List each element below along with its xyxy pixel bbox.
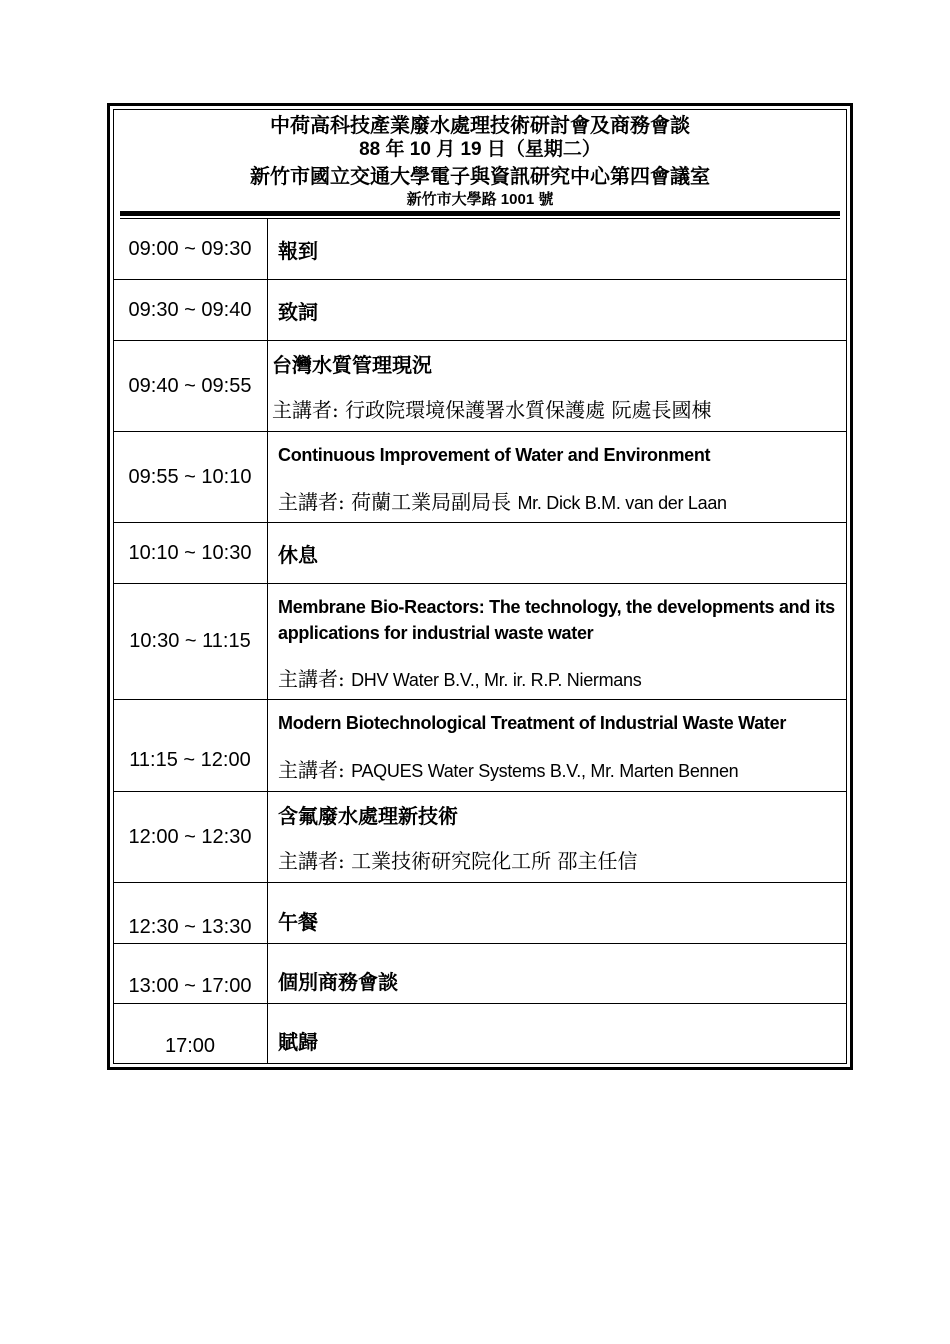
speaker-name-en: PAQUES Water Systems B.V., Mr. Marten Bennen — [351, 761, 739, 781]
schedule-time: 17:00 — [164, 1034, 216, 1057]
schedule-time: 13:00 ~ 17:00 — [128, 974, 252, 997]
schedule-time: 09:55 ~ 10:10 — [128, 465, 252, 488]
speaker-label: 主講者: — [278, 849, 345, 873]
speaker-label: 主講者: — [278, 758, 345, 782]
header-divider — [120, 211, 840, 216]
schedule-time: 09:30 ~ 09:40 — [128, 298, 252, 321]
speaker-line — [272, 394, 711, 423]
schedule-title: 報到 — [278, 238, 318, 263]
schedule-title: Modern Biotechnological Treatment of Industrial Waste Water — [278, 713, 787, 733]
speaker-name-cn: 荷蘭工業局副局長 — [351, 490, 512, 514]
speaker-line — [278, 486, 727, 515]
schedule-title: 賦歸 — [278, 1029, 318, 1054]
speaker-line — [278, 663, 641, 692]
speaker-label: 主講者: — [278, 490, 345, 514]
schedule-title: Membrane Bio-Reactors: The technology, the developments and its applications for industrial waste water — [278, 597, 835, 643]
schedule-title: 含氟廢水處理新技術 — [278, 804, 458, 828]
event-venue: 新竹市國立交通大學電子與資訊研究中心第四會議室 — [250, 164, 710, 188]
column-divider — [267, 219, 268, 1064]
schedule-time: 09:40 ~ 09:55 — [128, 374, 252, 397]
speaker-name: 工業技術研究院化工所 邵主任信 — [351, 849, 638, 873]
page-title: 中荷高科技產業廢水處理技術研討會及商務會談 — [270, 113, 690, 137]
header — [113, 110, 847, 210]
speaker-name-en: Mr. Dick B.M. van der Laan — [517, 493, 727, 513]
schedule-time: 09:00 ~ 09:30 — [128, 237, 252, 260]
speaker-label: 主講者: — [278, 667, 345, 691]
schedule-time: 11:15 ~ 12:00 — [129, 749, 251, 771]
speaker-name: 行政院環境保護署水質保護處 阮處長國棟 — [345, 398, 712, 422]
speaker-line — [278, 845, 637, 874]
speaker-line — [278, 754, 738, 783]
schedule-title: 致詞 — [278, 299, 318, 324]
speaker-label: 主講者: — [272, 398, 339, 422]
schedule-time: 10:10 ~ 10:30 — [128, 541, 252, 564]
schedule-title: 台灣水質管理現況 — [272, 353, 432, 377]
schedule-time: 10:30 ~ 11:15 — [129, 630, 251, 652]
schedule-time: 12:00 ~ 12:30 — [128, 825, 252, 848]
schedule-title: Continuous Improvement of Water and Environment — [278, 445, 711, 465]
event-address: 新竹市大學路 1001 號 — [406, 191, 554, 208]
schedule-time: 12:30 ~ 13:30 — [128, 915, 252, 938]
speaker-name-en: DHV Water B.V., Mr. ir. R.P. Niermans — [351, 670, 642, 690]
event-date: 88 年 10 月 19 日（星期二） — [359, 139, 601, 160]
schedule-title: 個別商務會談 — [278, 969, 398, 994]
schedule-title: 午餐 — [278, 909, 318, 934]
schedule-title: 休息 — [278, 542, 318, 567]
